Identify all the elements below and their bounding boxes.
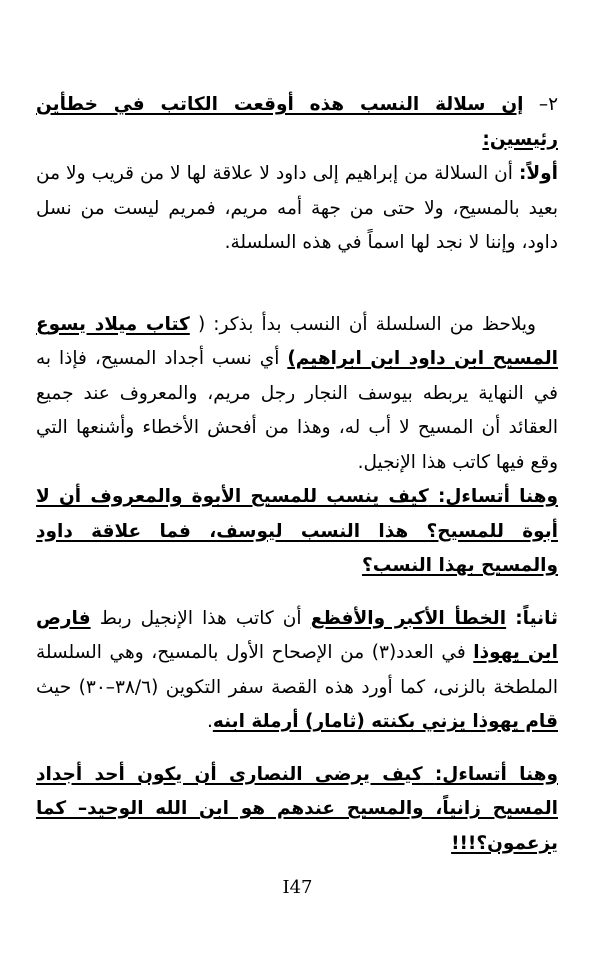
question-ancestry — [36, 758, 558, 862]
section-heading — [36, 88, 558, 157]
genealogy-quote: كتاب ميلاد يسوع المسيح ابن داود ابن ابراهيم) — [36, 313, 558, 369]
first-point-text: أن السلالة من إبراهيم إلى داود لا علاقة لها لا من قريب ولا من بعيد بالمسيح، ولا حتى من جهة أمه مريم، فمريم ليست من نسل داود، وإننا لا نجد لها اسماً في هذه السلسلة. — [36, 163, 558, 253]
first-point-label: أولاً: — [518, 163, 558, 184]
second-point-text-1: أن كاتب هذا الإنجيل ربط — [99, 607, 302, 629]
second-point-event: قام يهوذا يزني بكنته (ثامار) أرملة ابنه — [212, 711, 558, 732]
genealogy-note-intro: ويلاحظ من السلسلة أن النسب بدأ بذكر: ( — [197, 313, 536, 335]
question-paternity-text: كيف ينسب للمسيح الأبوة والمعروف أن لا أبوة للمسيح؟ هذا النسب ليوسف، فما علاقة داود والمسيح بهذا النسب؟ — [36, 486, 558, 576]
second-point-text-2: في العدد(٣) من الإصحاح الأول بالمسيح، وهي السلسلة الملطخة بالزنى، كما أورد هذه القصة سفر التكوين (٣٨/٦–٣٠) حيث — [36, 642, 558, 698]
heading-text: إن سلالة النسب هذه أوقعت الكاتب في خطأين رئيسين: — [36, 94, 558, 150]
paragraph-genealogy-note — [36, 308, 558, 481]
page-number: I47 — [282, 877, 313, 898]
paragraph-first-point — [36, 157, 558, 261]
second-point-name: فارص ابن يهوذا — [36, 607, 558, 663]
question-paternity — [36, 480, 558, 584]
page-body — [36, 88, 558, 861]
second-point-end: . — [206, 711, 213, 732]
question-ancestry-lead: وهنا أتساءل: — [434, 763, 558, 785]
paragraph-second-point — [36, 602, 558, 740]
second-point-title: الخطأ الأكبر والأفظع — [310, 607, 507, 629]
second-point-label: ثانياً: — [515, 607, 558, 629]
question-paternity-lead: وهنا أتساءل: — [437, 486, 558, 507]
question-ancestry-text: كيف يرضى النصارى أن يكون أحد أجداد المسيح زانياً، والمسيح عندهم هو ابن الله الوحيد– كما يزعمون؟!!! — [36, 763, 558, 854]
heading-number: ٢– — [538, 94, 558, 115]
genealogy-note-body: أي نسب أجداد المسيح، فإذا به في النهاية يربطه بيوسف النجار رجل مريم، والمعروف عند جميع العقائد أن المسيح لا أب له، وهذا من أفحش الأخطاء وأشنعها التي وقع فيها كاتب هذا الإنجيل. — [36, 348, 558, 473]
